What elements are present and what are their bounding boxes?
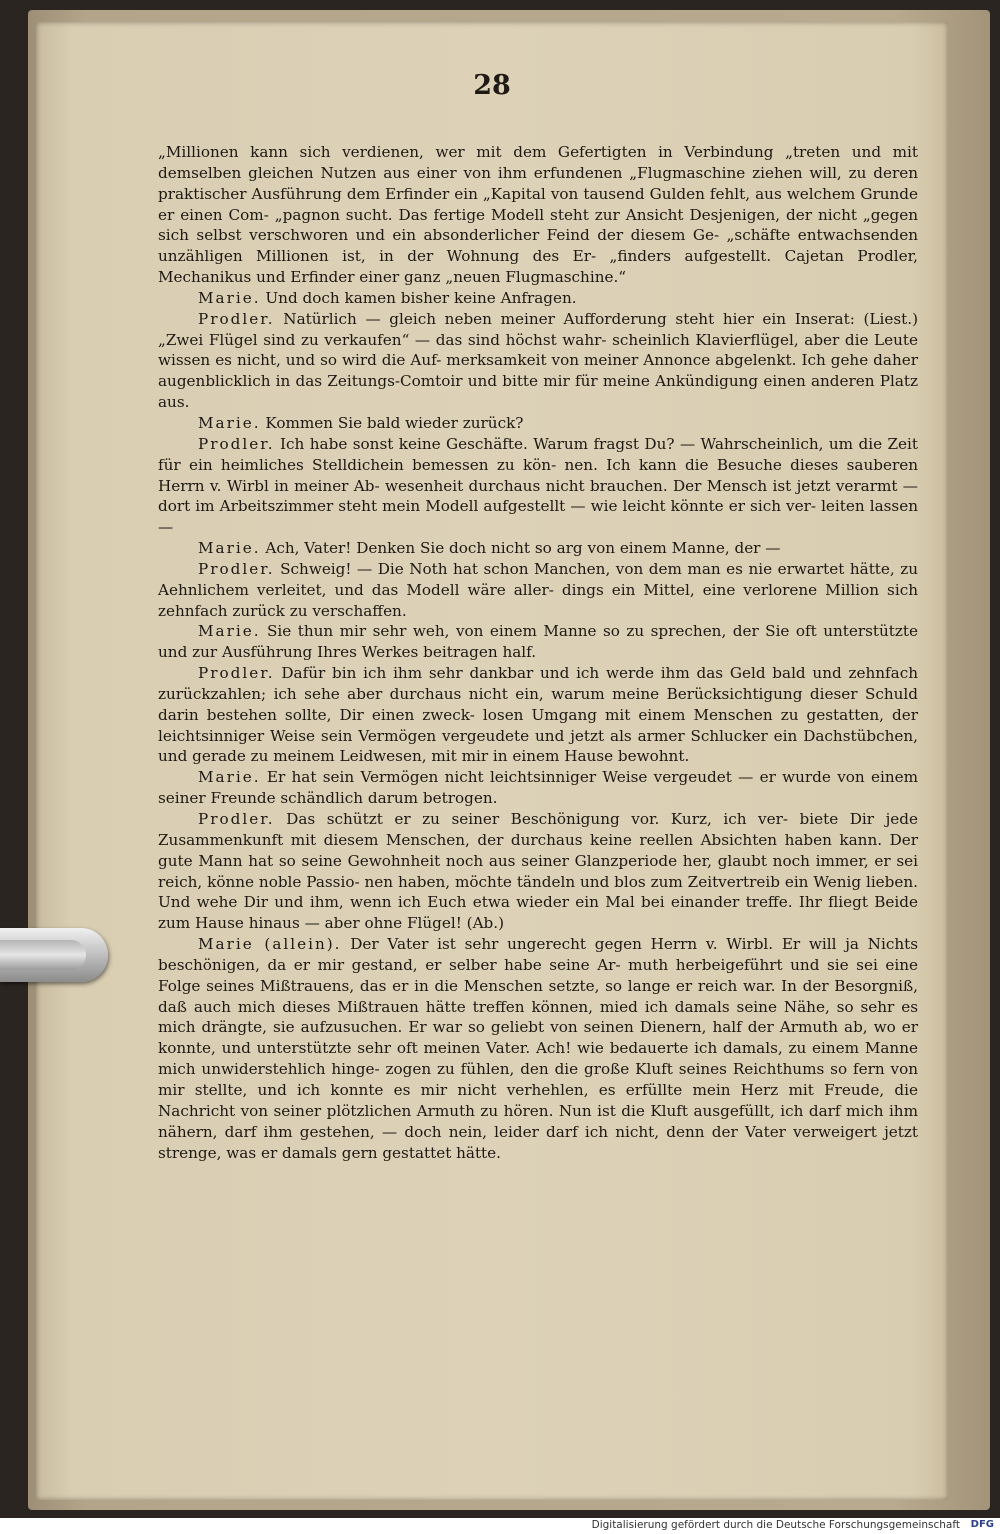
speaker-name: Marie (allein).: [198, 935, 342, 954]
speaker-name: Prodler.: [198, 434, 275, 453]
paragraph-7: [158, 621, 918, 663]
paragraph-8: [158, 663, 918, 767]
book-page: [36, 22, 948, 1500]
paragraph-6: [158, 559, 918, 622]
speaker-name: Prodler.: [198, 309, 275, 328]
funding-notice: Digitalisierung gefördert durch die Deutsche Forschungsgemeinschaft: [591, 1519, 960, 1531]
dfg-logo: DFG: [970, 1519, 994, 1530]
paragraph-11: [158, 934, 918, 1163]
paragraph-text: Der Vater ist sehr ungerecht gegen Herrn v. Wirbl. Er will ja Nichts beschönigen, da er mir gestand, er selber habe seine Ar- muth herbeigeführt und sie sei eine Folge seines Mißtrauens, das er in die Menschen setzte, so lange er reich war. In der Besorgniß, daß auch mich dieses Mißtrauen hätte treffen können, mied ich damals seine Nähe, so sehr es mich drängte, sie aufzusuchen. Er war so geliebt von seinen Dienern, half der Armuth ab, wo er konnte, und unterstützte sehr oft meinen Vater. Ach! wie bedauerte ich damals, zu einem Manne mich unwiderstehlich hinge- zogen zu fühlen, den die große Kluft seines Reichthums so fern von mir stellte, und ich konnte es mir nicht verhehlen, es erfüllte mein Herz mit Freude, die Nachricht von seiner plötzlichen Armuth zu hören. Nun ist die Kluft ausgefüllt, ich darf mich ihm nähern, darf ihm gestehen, — doch nein, leider darf ich nicht, denn der Vater verweigert jetzt strenge, was er damals gern gestattet hätte.: [158, 935, 919, 1162]
speaker-name: Prodler.: [198, 810, 275, 828]
paragraph-4: [158, 434, 918, 538]
paragraph-text: Das schützt er zu seiner Beschönigung vor. Kurz, ich ver- biete Dir jede Zusammenkunft mit diesem Menschen, der durchaus keine reellen Absichten haben kann. Der gute Mann hat so seine Gewohnheit noch aus seiner Glanzperiode her, glaubt noch immer, er sei reich, könne noble Passio- nen haben, möchte tändeln und blos zum Zeitvertreib ein Wenig lieben. Und wehe Dir und ihm, wenn ich Euch etwa wieder ein Mal bei einander treffe. Ihr fliegt Beide zum Hause hinaus — aber ohne Flügel! (Ab.): [158, 810, 918, 933]
paragraph-10: [158, 809, 918, 934]
page-text: [158, 142, 918, 1163]
paragraph-3: [158, 413, 918, 434]
page-clip: [0, 928, 108, 982]
paragraph-text: Ich habe sonst keine Geschäfte. Warum fragst Du? — Wahrscheinlich, um die Zeit für ein heimliches Stelldichein bemessen zu kön- nen. Ich kann die Besuche dieses sauberen Herrn v. Wirbl in meiner Ab- wesenheit durchaus nicht brauchen. Der Mensch ist jetzt verarmt — dort im Arbeitszimmer steht mein Modell aufgestellt — wie leicht könnte er sich ver- leiten lassen —: [158, 434, 918, 537]
paragraph-9: [158, 767, 918, 809]
paragraph-text: Dafür bin ich ihm sehr dankbar und ich werde ihm das Geld bald und zehnfach zurückzahlen; ich sehe aber durchaus nicht ein, warum meine Berücksichtigung dieser Schuld darin bestehen sollte, Dir einen zweck- losen Umgang mit einem Menschen zu gestatten, der leichtsinniger Weise sein Vermögen vergeudete und jetzt als armer Schlucker ein Dachstübchen, und gerade zu meinem Leidwesen, mit mir in einem Hause bewohnt.: [158, 664, 918, 766]
paragraph-1: [158, 288, 918, 309]
speaker-name: Prodler.: [198, 664, 275, 683]
paragraph-5: [158, 538, 918, 559]
page-clip-inner: [0, 940, 86, 970]
speaker-name: Marie.: [198, 288, 261, 307]
paragraph-0: [158, 142, 918, 288]
paragraph-2: [158, 309, 918, 413]
paragraph-text: Sie thun mir sehr weh, von einem Manne so zu sprechen, der Sie oft unterstützte und zur Ausführung Ihres Werkes beitragen half.: [158, 622, 918, 662]
paragraph-text: „Millionen kann sich verdienen, wer mit dem Gefertigten in Verbindung „treten und mit demselben gleichen Nutzen aus einer von ihm erfundenen „Flugmaschine ziehen will, zu deren praktischer Ausführung dem Erfinder ein „Kapital von tausend Gulden fehlt, aus welchem Grunde er einen Com- „pagnon sucht. Das fertige Modell steht zur Ansicht Desjenigen, der nicht „gegen sich selbst verschworen und ein absonderlicher Feind der diesem Ge- „schäfte entwachsenden unzähligen Millionen ist, in der Wohnung des Er- „finders aufgestellt. Cajetan Prodler, Mechanikus und Erfinder einer ganz „neuen Flugmaschine.“: [158, 143, 918, 287]
page-number: 28: [473, 70, 511, 101]
paragraph-text: Und doch kamen bisher keine Anfragen.: [265, 288, 577, 307]
paragraph-text: Er hat sein Vermögen nicht leichtsinniger Weise vergeudet — er wurde von einem seiner Freunde schändlich darum betrogen.: [158, 768, 919, 808]
paragraph-text: Kommen Sie bald wieder zurück?: [265, 413, 524, 432]
paragraph-text: Natürlich — gleich neben meiner Aufforderung steht hier ein Inserat: (Liest.) „Zwei Flügel sind zu verkaufen“ — das sind höchst wahr- scheinlich Klavierflügel, aber die Leute wissen es nicht, und so wird die Auf- merksamkeit von meiner Annonce abgelenkt. Ich gehe daher augenblicklich in das Zeitungs-Comtoir und bitte mir für meine Ankündigung einen anderen Platz aus.: [158, 309, 918, 412]
speaker-name: Prodler.: [198, 559, 275, 578]
speaker-name: Marie.: [198, 539, 261, 558]
paragraph-text: Ach, Vater! Denken Sie doch nicht so arg von einem Manne, der —: [265, 539, 781, 558]
paragraph-text: Schweig! — Die Noth hat schon Manchen, von dem man es nie erwartet hätte, zu Aehnlichem verleitet, und das Modell wäre aller- dings ein Mittel, eine verlorene Million sich zehnfach zurück zu verschaffen.: [158, 559, 919, 620]
speaker-name: Marie.: [198, 622, 261, 641]
speaker-name: Marie.: [198, 768, 261, 787]
speaker-name: Marie.: [198, 413, 261, 432]
